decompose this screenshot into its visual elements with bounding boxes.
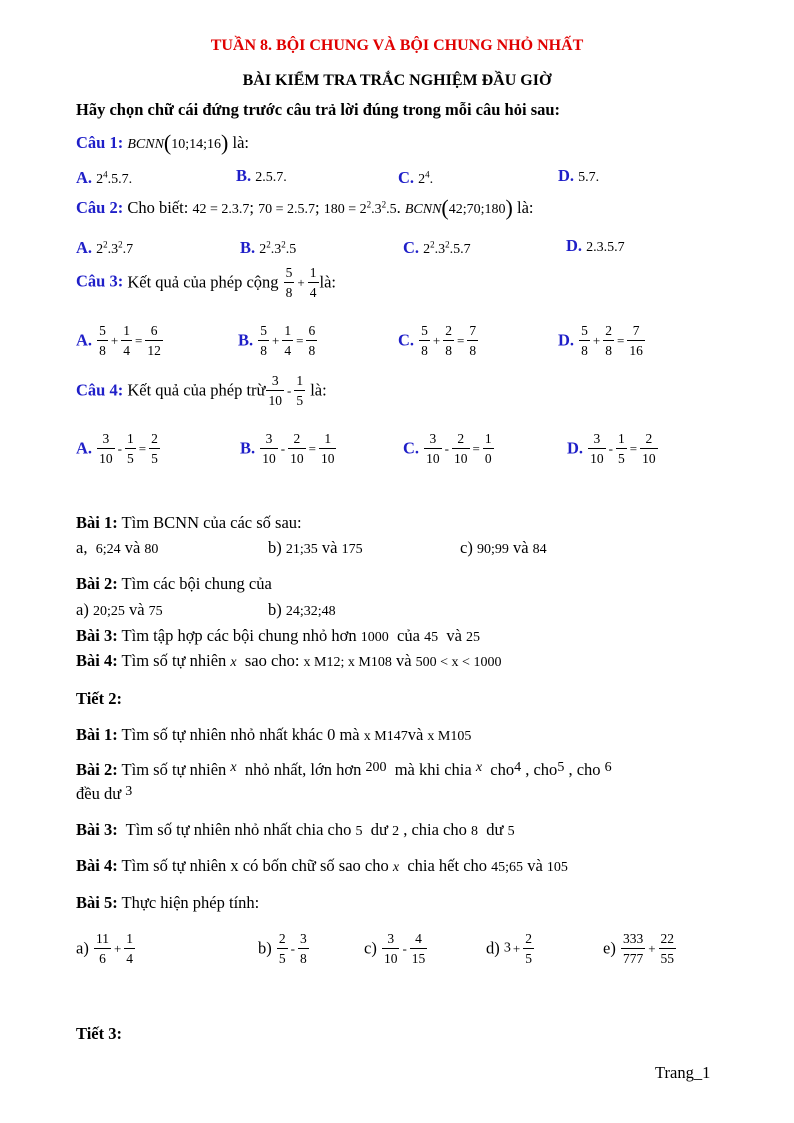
exercise-1: Bài 1: Tìm số tự nhiên nhỏ nhất khác 0 mà x M147và x M105 [76,725,472,744]
exercise-5: Bài 5: Thực hiện phép tính: [76,893,260,912]
question-tail: là: [232,133,249,152]
option-d[interactable]: D. $\frac{5}{8}$ + $\frac{2}{8}$ = $\frac{7}{16}$ [558,323,643,358]
option-c[interactable]: C. $2^4$. [398,168,434,187]
expr-b: b) $\frac{2}{5}$ - $\frac{3}{8}$ [258,931,307,966]
option-b[interactable]: B. $\frac{5}{8}$ + $\frac{1}{4}$ = $\frac{6}{8}$ [238,323,316,358]
exercise-2a: a) 20;25 và 75 [76,600,163,619]
option-b[interactable]: B. $\frac{3}{10}$ - $\frac{2}{10}$ = $\frac{1}{10}$ [240,431,335,466]
option-value: 5.7. [578,170,600,185]
question-2: Câu 2: Cho biết: 42 = 2.3.7; 70 = 2.5.7; $180 = 2^2.3^2.5$. BCNN(42;70;180) là: [76,195,534,220]
math-args: 10;14;16 [171,137,222,152]
exercise-1c: c) 90;99 và 84 [460,538,547,557]
exercise-1a: a, 6;24 và 80 [76,538,159,557]
exercise-2: Bài 2: Tìm số tự nhiên $^x$ nhỏ nhất, lớn hơn $^{200}$ mà khi chia $^x$ cho$^4$ , cho$^5$ , cho $^6$ [76,760,612,779]
option-c[interactable]: C. $2^2.3^2.5.7$ [403,238,471,257]
option-c[interactable]: C. $\frac{5}{8}$ + $\frac{2}{8}$ = $\frac{7}{8}$ [398,323,477,358]
option-c[interactable]: C. $\frac{3}{10}$ - $\frac{2}{10}$ = $\frac{1}{0}$ [403,431,492,466]
exercise-4: Bài 4: Tìm số tự nhiên x có bốn chữ số sao cho x chia hết cho 45;65 và 105 [76,856,568,875]
exercise-1b: b) 21;35 và 175 [268,538,363,557]
question-3: Câu 3: Kết quả của phép cộng $\frac{5}{8}$ + $\frac{1}{4}$ là: [76,265,337,300]
question-4: Câu 4: Kết quả của phép trừ $\frac{3}{10}$ - $\frac{1}{5}$ là: [76,373,327,408]
option-b[interactable]: B. $2^2.3^2.5$ [240,238,297,257]
exercise-2-line2: đều dư $^3$ [76,784,133,803]
exercise-2b: b) 24;32;48 [268,600,336,619]
page-subtitle: BÀI KIỂM TRA TRẮC NGHIỆM ĐẦU GIỜ [242,72,552,89]
section-heading: Tiết 3: [76,1024,122,1043]
math-expr: BCNN [127,137,164,152]
option-d[interactable]: D. $\frac{3}{10}$ - $\frac{1}{5}$ = $\frac{2}{10}$ [567,431,656,466]
option-value: 2.5.7. [255,170,287,185]
option-a[interactable]: A. $2^4.5.7$. [76,168,133,187]
expr-e: e) $\frac{333}{777}$ + $\frac{22}{55}$ [603,931,675,966]
expr-d: d) 3 + $\frac{2}{5}$ [486,931,532,966]
instruction: Hãy chọn chữ cái đứng trước câu trả lời đúng trong mỗi câu hỏi sau: [76,100,561,119]
page-number: Trang_1 [655,1063,711,1082]
question-1: Câu 1: BCNN(10;14;16) là: [76,130,249,155]
option-a[interactable]: A. $\frac{3}{10}$ - $\frac{1}{5}$ = $\frac{2}{5}$ [76,431,158,466]
option-a[interactable]: A. $2^2.3^2.7$ [76,238,134,257]
exercise-3: Bài 3: Tìm tập hợp các bội chung nhỏ hơn 1000 của 45 và 25 [76,626,481,645]
option-value: $2^4.5.7$. [96,169,133,187]
exercise-1: Bài 1: Tìm BCNN của các số sau: [76,513,302,532]
exercise-4: Bài 4: Tìm số tự nhiên x sao cho: x M12; x M108 và 500 < x < 1000 [76,651,502,670]
expr-a: a) $\frac{11}{6}$ + $\frac{1}{4}$ [76,931,134,966]
option-value: $2^4$. [418,169,434,187]
option-b[interactable]: B. 2.5.7. [236,166,287,185]
section-heading: Tiết 2: [76,689,122,708]
expr-c: c) $\frac{3}{10}$ - $\frac{4}{15}$ [364,931,426,966]
exercise-2: Bài 2: Tìm các bội chung của [76,574,272,593]
question-label: Câu 1: [76,133,124,152]
option-a[interactable]: A. $\frac{5}{8}$ + $\frac{1}{4}$ = $\frac{6}{12}$ [76,323,161,358]
page-title: TUẦN 8. BỘI CHUNG VÀ BỘI CHUNG NHỎ NHẤT [210,37,584,54]
option-d[interactable]: D. 5.7. [558,166,600,185]
exercise-3: Bài 3: Tìm số tự nhiên nhỏ nhất chia cho 5 dư 2 , chia cho 8 dư 5 [76,820,515,839]
option-d[interactable]: D. 2.3.5.7 [566,236,625,255]
